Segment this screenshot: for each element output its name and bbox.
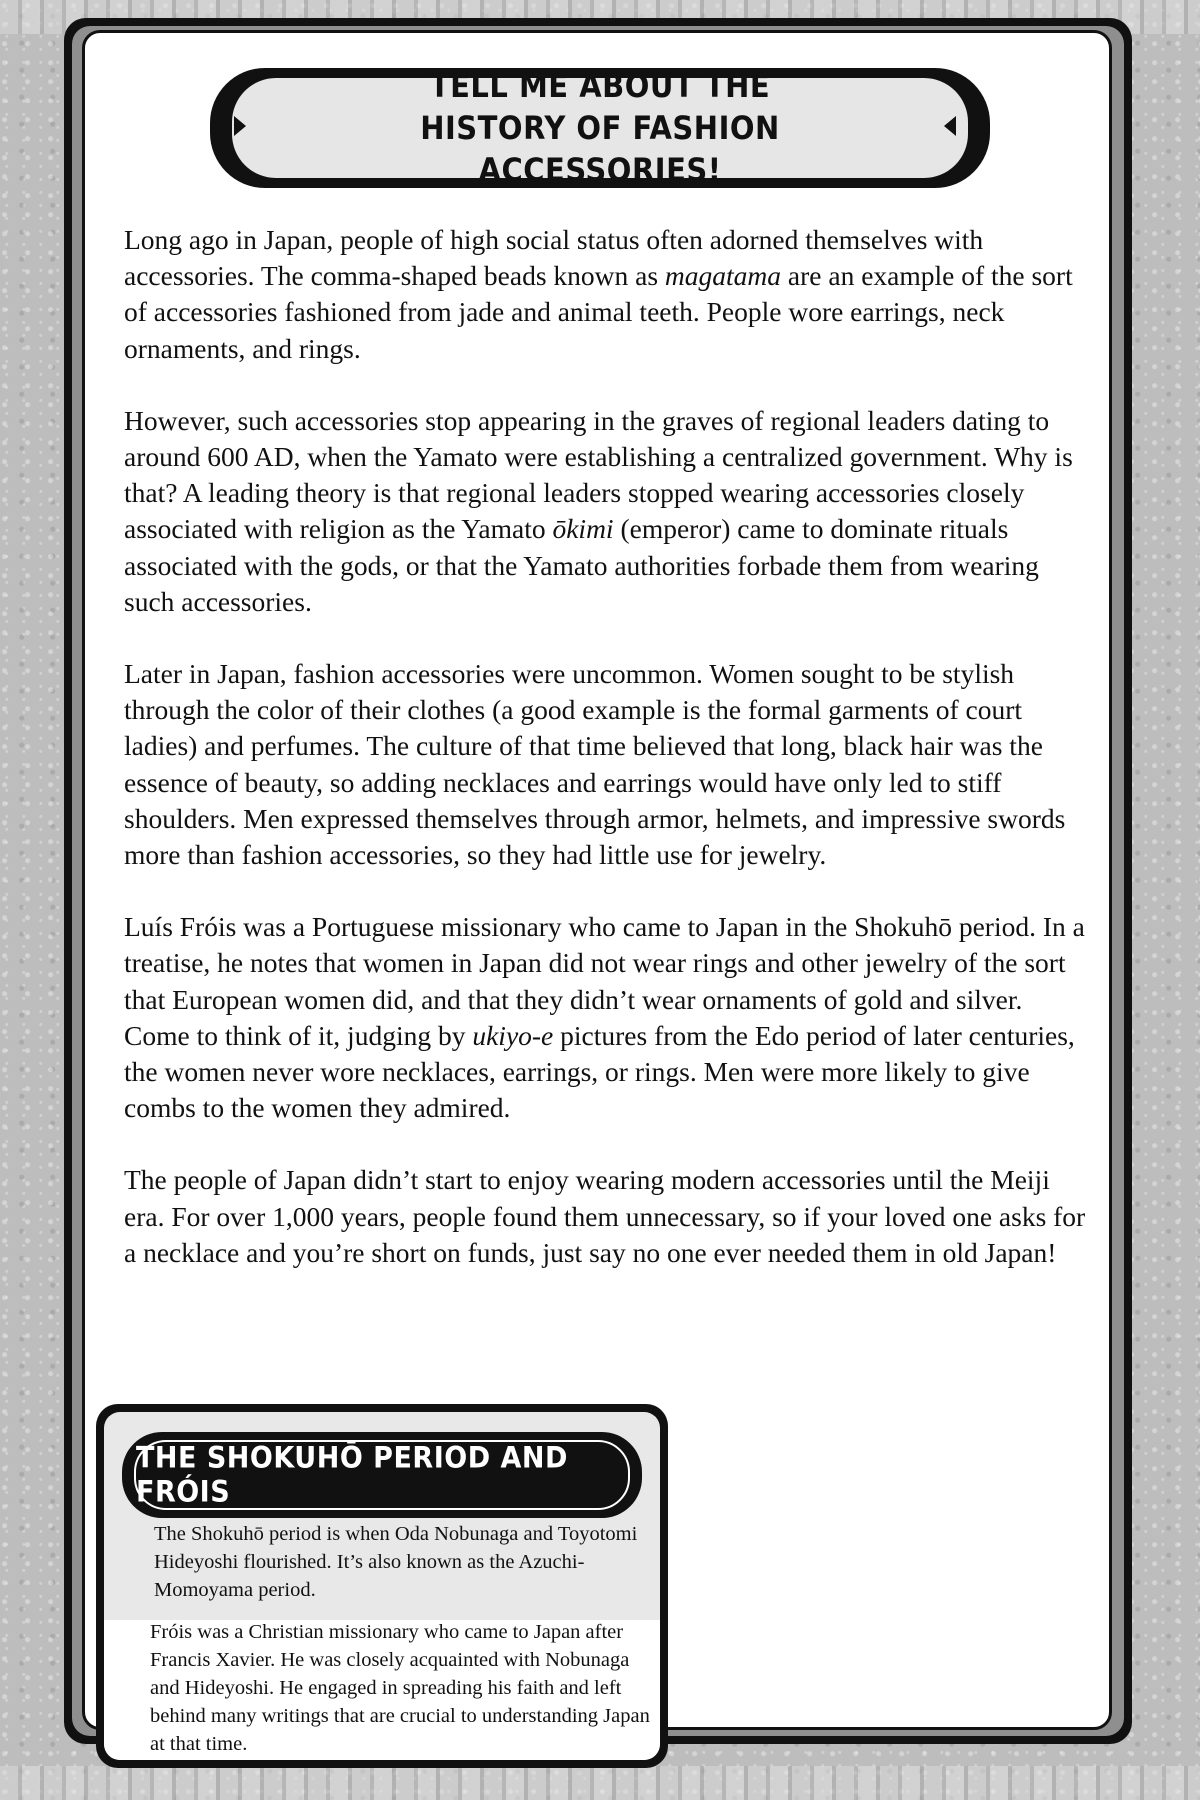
paragraph-2-text-a: However, such accessories stop appearing in the graves of regional leaders dating to around 600 AD, when the Yamato were establishing a centralized government. Why is that? A leading theory is that regional leaders stopped wearing accessories closely associated with religion as the Yamato [124, 404, 1073, 545]
triangle-right-icon [234, 116, 246, 136]
paragraph-5: The people of Japan didn’t start to enjoy wearing modern accessories until the Meiji era. For over 1,000 years, people found them unnecessary, so if your loved one asks for a necklace and you’re short on funds, just say no one ever needed them in old Japan! [124, 1164, 1086, 1268]
paragraph-2-text-b: (emperor) came to dominate rituals associated with the gods, or that the Yamato authorities forbade them from wearing such accessories. [124, 513, 1039, 617]
sidebar-paragraph-2: Fróis was a Christian missionary who came to Japan after Francis Xavier. He was closely acquainted with Nobunaga and Hideyoshi. He engaged in spreading his faith and left behind many writings that are crucial to understanding Japan at that time. [150, 1621, 650, 1755]
article-body [124, 222, 1094, 1307]
sidebar-paragraph-1: The Shokuhō period is when Oda Nobunaga and Toyotomi Hideyoshi flourished. It’s also known as the Azuchi-Momoyama period. [154, 1523, 638, 1601]
paragraph-1-term: magatama [664, 260, 782, 292]
paragraph-2 [124, 403, 1094, 620]
paragraph-2-term: ōkimi [552, 513, 614, 545]
paragraph-1-text-a: Long ago in Japan, people of high social status often adorned themselves with accessories. The comma-shaped beads known as [124, 224, 984, 292]
title-banner-content [228, 67, 972, 189]
bottom-texture-strip [0, 1766, 1200, 1800]
page-title: TELL ME ABOUT THE HISTORY OF FASHION ACCESSORIES! [420, 67, 780, 189]
paragraph-3: Later in Japan, fashion accessories were uncommon. Women sought to be stylish through the color of their clothes (a good example is the formal garments of court ladies) and perfumes. The culture of that time believed that long, black hair was the essence of beauty, so adding necklaces and earrings would have only led to stiff shoulders. Men expressed themselves through armor, helmets, and impressive swords more than fashion accessories, so they had little use for jewelry. [124, 658, 1066, 871]
paragraph-4 [124, 909, 1094, 1126]
sidebar-banner-inner [134, 1440, 630, 1510]
paragraph-4-text-b: pictures from the Edo period of later centuries, the women never wore necklaces, earrings, or rings. Men were more likely to give combs to the women they admired. [124, 1019, 1075, 1124]
paragraph-4-text-a: Luís Fróis was a Portuguese missionary who came to Japan in the Shokuhō period. In a treatise, he notes that women in Japan did not wear rings and other jewelry of the sort that European women did, and that they didn’t wear ornaments of gold and silver. Come to think of it, judging by [124, 911, 1085, 1051]
paragraph-1 [124, 222, 1094, 367]
paragraph-1-text-b: are an example of the sort of accessories fashioned from jade and animal teeth. People wore earrings, neck ornaments, and rings. [124, 260, 1073, 364]
sidebar-title: THE SHOKUHŌ PERIOD AND FRÓIS [136, 1440, 568, 1510]
triangle-left-icon [944, 116, 956, 136]
paragraph-4-term: ukiyo-e [472, 1019, 554, 1051]
